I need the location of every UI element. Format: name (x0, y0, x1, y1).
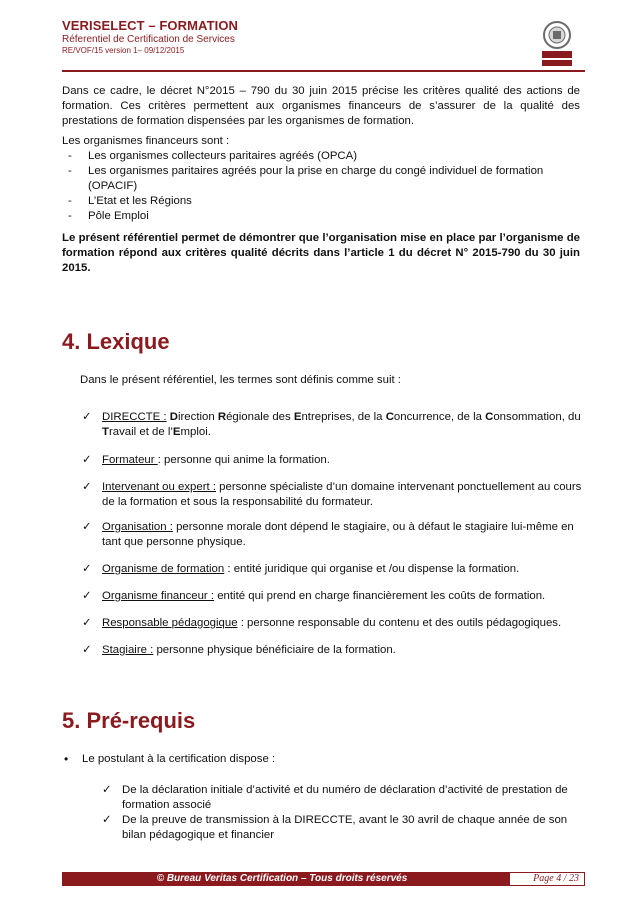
letter: T (102, 426, 109, 438)
letter: C (485, 411, 494, 423)
check-icon: ✓ (82, 563, 92, 575)
text: irection (177, 411, 218, 423)
section-title-lexique: 4. Lexique (62, 329, 170, 354)
prerequis-item (102, 783, 572, 813)
text: égionale des (226, 411, 294, 423)
definition: personne spécialiste d’un domaine intervenant ponctuellement au cours de la formation et sous la responsabilité du formateur. (102, 481, 582, 508)
header-title: VERISELECT – FORMATION (62, 18, 239, 33)
lexique-item-responsable (82, 616, 582, 631)
check-icon: ✓ (82, 617, 92, 629)
financeurs-list (62, 149, 580, 224)
header-version: RE/VOF/15 version 1– 09/12/2015 (62, 46, 185, 55)
lexique-item-organisme-financeur (82, 589, 582, 604)
term: Intervenant ou expert : (102, 481, 216, 493)
list-item: - Les organismes collecteurs paritaires agréés (OPCA) (62, 149, 580, 164)
text: ravail et de l’ (108, 426, 173, 438)
term: DIRECCTE : (102, 411, 167, 423)
text: onsommation, du (493, 411, 581, 423)
section-title-prerequis: 5. Pré-requis (62, 708, 196, 733)
header-rule (62, 70, 585, 72)
lexique-item-formateur (82, 453, 582, 468)
footer-copyright: © Bureau Veritas Certification – Tous droits réservés (156, 873, 408, 884)
letter: C (385, 411, 394, 423)
list-item: - Pôle Emploi (62, 209, 580, 224)
term: Organisation : (102, 521, 173, 533)
term: Stagiaire : (102, 644, 154, 656)
header-subtitle: Réferentiel de Certification de Services (62, 34, 235, 45)
definition: personne morale dont dépend le stagiaire, ou à défaut le stagiaire lui-même en tant que personne physique. (102, 521, 574, 548)
term: Organisme financeur : (102, 590, 215, 602)
text: oncurrence, de la (393, 411, 486, 423)
bullet-icon: • (64, 752, 69, 766)
lexique-intro: Dans le présent référentiel, les termes sont définis comme suit : (80, 374, 401, 386)
intro-paragraph: Dans ce cadre, le décret N°2015 – 790 du 30 juin 2015 précise les critères qualité des actions de formation. Ces critères permettent aux organismes financeurs de s’assurer de la qualité des prestations de formation dispensées par les organismes de formation. (62, 85, 580, 127)
page-number: Page 4 / 23 (509, 872, 585, 886)
check-icon: ✓ (102, 814, 112, 826)
check-icon: ✓ (102, 784, 112, 796)
bureau-veritas-logo (536, 20, 578, 68)
check-icon: ✓ (82, 411, 92, 423)
definition: : personne qui anime la formation. (157, 454, 330, 466)
lexique-item-intervenant (82, 480, 582, 510)
footer-bar (62, 872, 585, 886)
definition: entité qui prend en charge financièrement les coûts de formation. (214, 590, 546, 602)
check-icon: ✓ (82, 590, 92, 602)
financeurs-intro: Les organismes financeurs sont : (62, 135, 230, 147)
prerequis-text: De la preuve de transmission à la DIRECCTE, avant le 30 avril de chaque année de son bilan pédagogique et financier (122, 814, 568, 841)
definition: : entité juridique qui organise et /ou dispense la formation. (224, 563, 520, 575)
prerequis-item (102, 813, 572, 843)
check-icon: ✓ (82, 521, 92, 533)
letter: R (217, 411, 227, 423)
letter: E (172, 426, 181, 438)
document-header (62, 18, 238, 55)
definition: : personne responsable du contenu et des outils pédagogiques. (237, 617, 562, 629)
bold-paragraph: Le présent référentiel permet de démontrer que l’organisation mise en place par l’organisme de formation répond aux critères qualité décrits dans l’article 1 du décret N° 2015-790 du 30 juin 2015. (62, 232, 580, 274)
letter: E (293, 411, 302, 423)
prerequis-intro: Le postulant à la certification dispose : (82, 753, 276, 765)
list-item: - L’Etat et les Régions (62, 194, 580, 209)
term: Formateur (102, 454, 158, 466)
lexique-item-organisation (82, 520, 582, 550)
check-icon: ✓ (82, 454, 92, 466)
term: Responsable pédagogique (102, 617, 238, 629)
letter: D (169, 411, 178, 423)
lexique-item-direccte (82, 410, 582, 440)
term: Organisme de formation (102, 563, 225, 575)
lexique-item-stagiaire (82, 643, 582, 658)
text: ntreprises, de la (301, 411, 386, 423)
text: mploi. (180, 426, 211, 438)
list-item: - Les organismes paritaires agréés pour la prise en charge du congé individuel de formation (OPACIF) (62, 164, 580, 194)
definition: personne physique bénéficiaire de la formation. (153, 644, 396, 656)
prerequis-text: De la déclaration initiale d’activité et du numéro de déclaration d’activité de prestation de formation associé (122, 784, 568, 811)
check-icon: ✓ (82, 644, 92, 656)
lexique-item-organisme-formation (82, 562, 582, 577)
check-icon: ✓ (82, 481, 92, 493)
